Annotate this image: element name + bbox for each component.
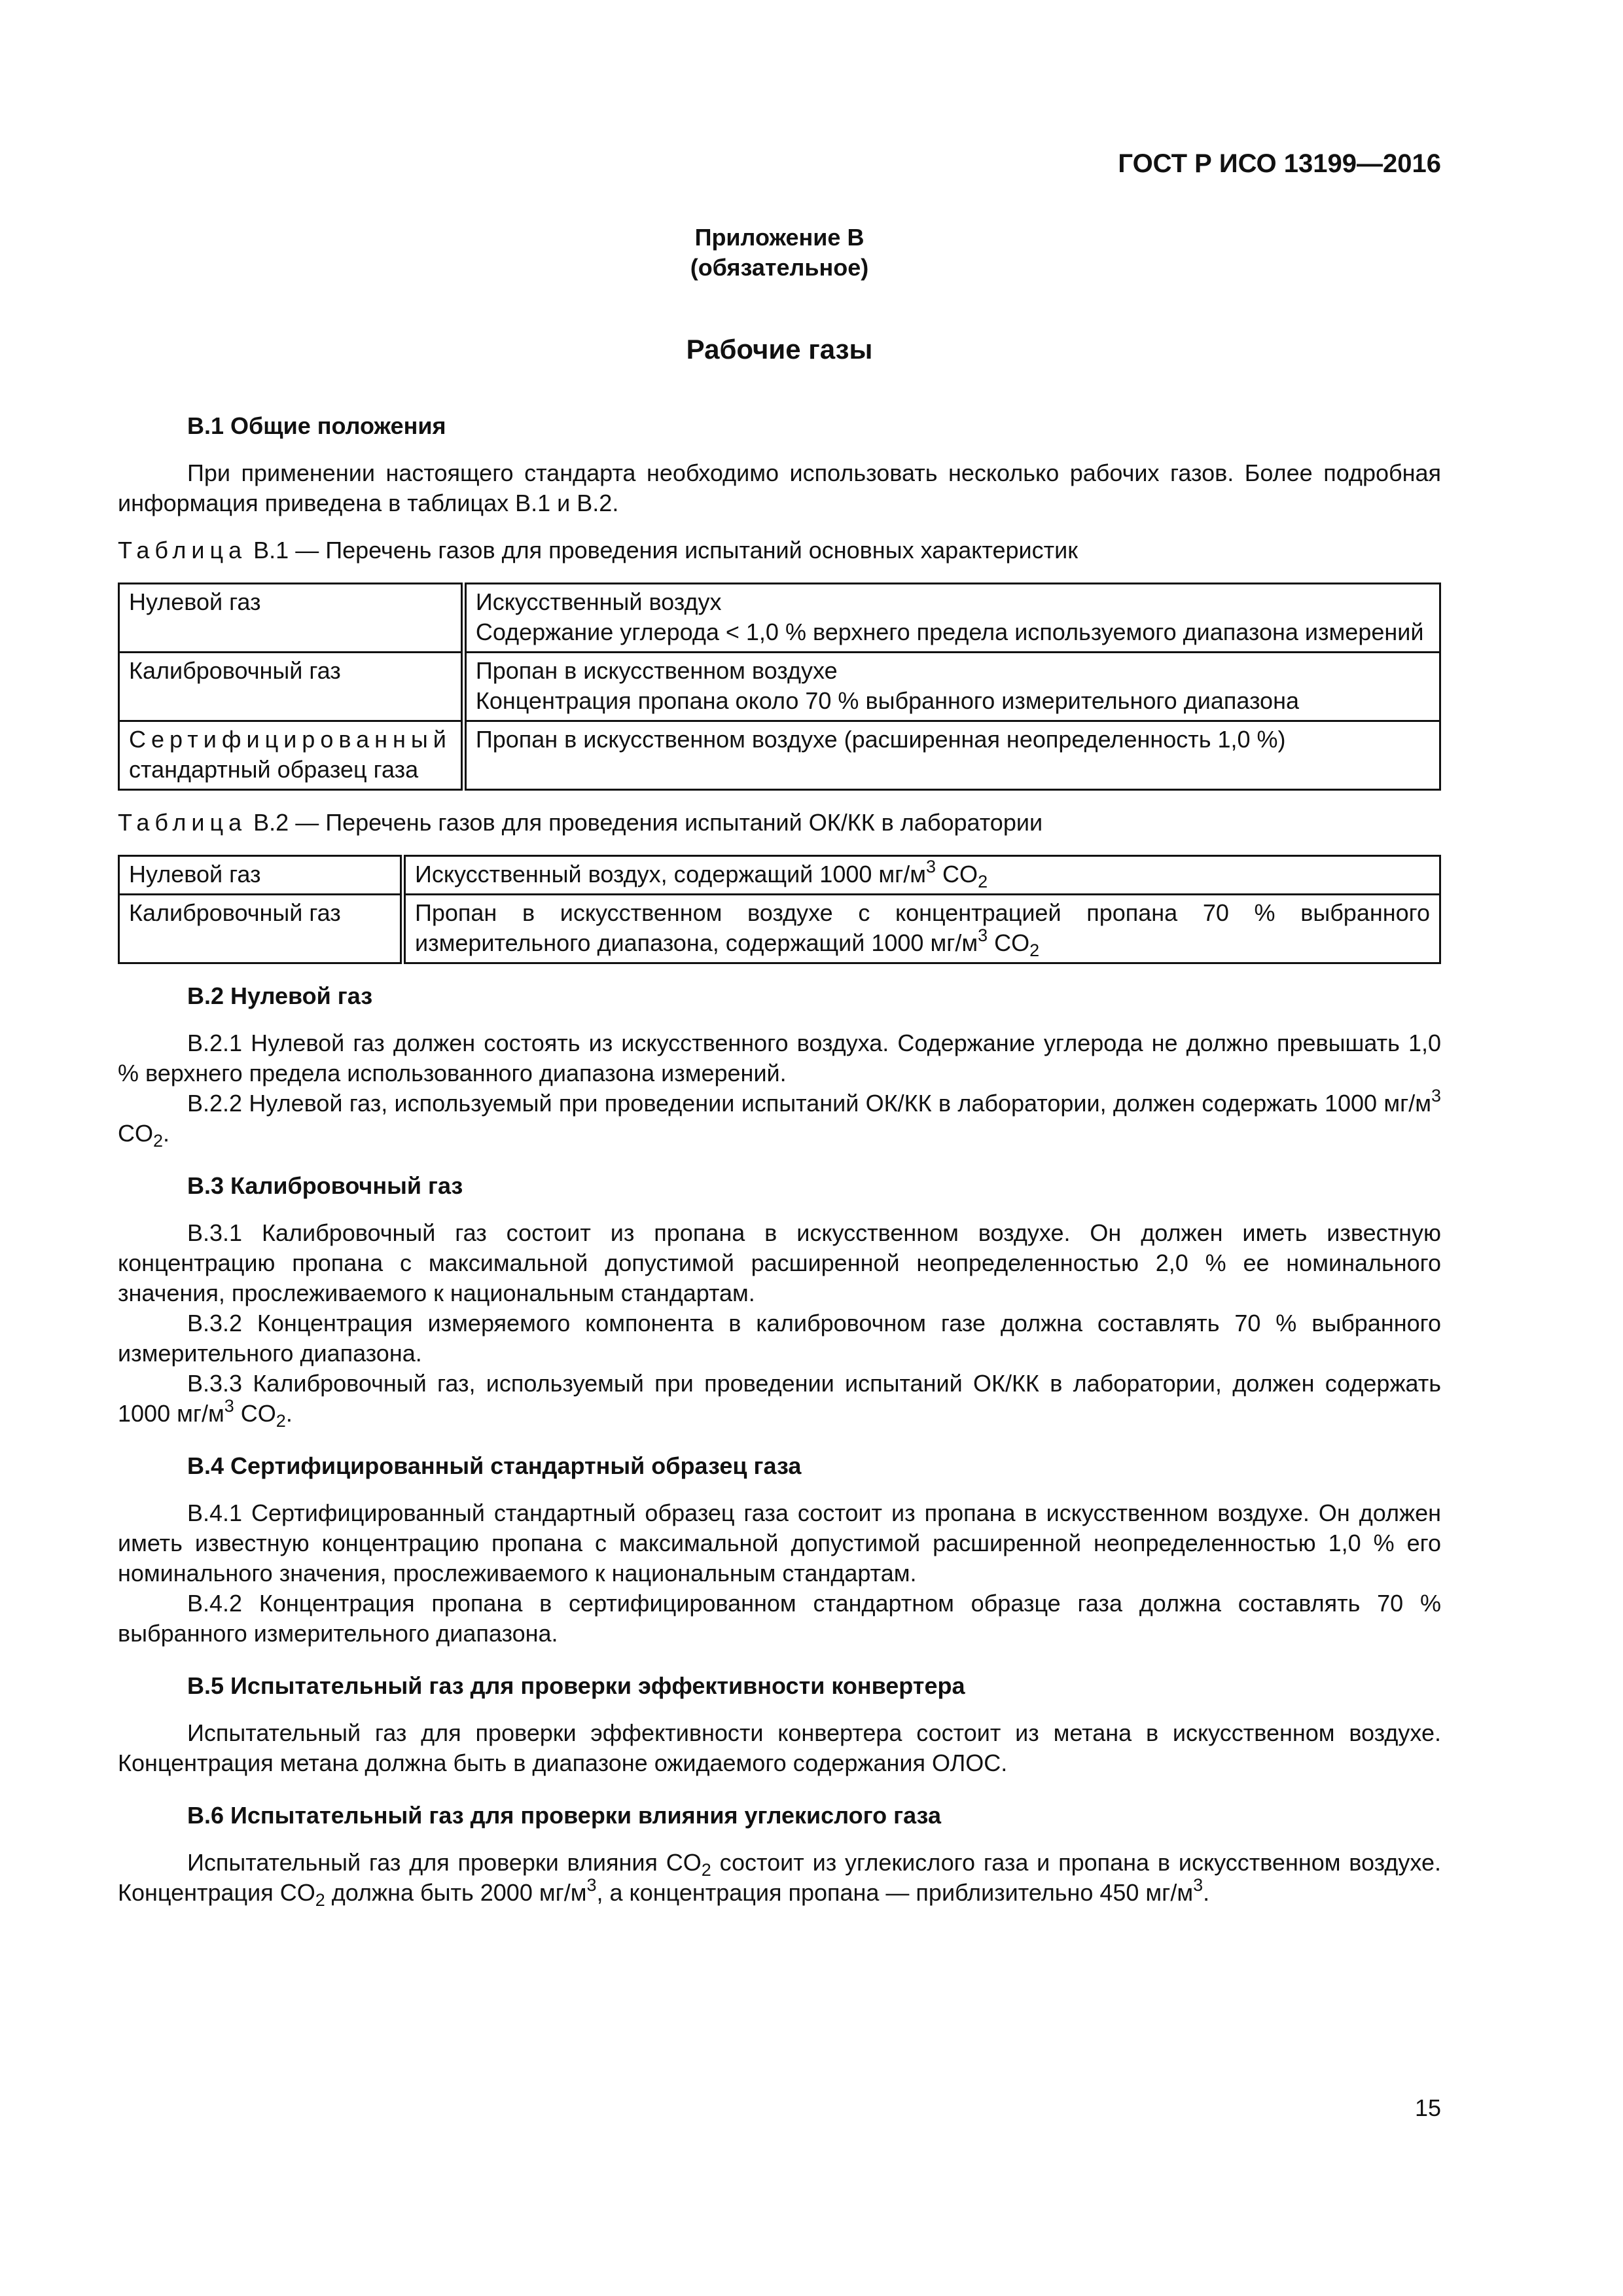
cell-line: Пропан в искусственном воздухе [475, 657, 838, 684]
cell-text: CO [936, 861, 978, 888]
table-row [119, 721, 1440, 790]
cell-text: CO [988, 929, 1030, 956]
superscript: 3 [1431, 1086, 1441, 1106]
superscript: 3 [926, 857, 936, 877]
annex-label [118, 223, 1441, 283]
table-cell-description [403, 856, 1440, 895]
paragraph-b3-2: В.3.2 Концентрация измеряемого компонента в калибровочном газе должна составлять 70 % выбранного измерительного диапазона. [118, 1310, 1441, 1367]
paragraph-b1: При применении настоящего стандарта необходимо использовать несколько рабочих газов. Более подробная информация приведена в таблицах В.1 и В.2. [118, 459, 1441, 516]
table-cell-description [463, 653, 1440, 721]
paragraph-b2-2 [118, 1088, 1441, 1149]
table2-caption-text: В.2 — Перечень газов для проведения испытаний ОК/КК в лаборатории [247, 809, 1043, 836]
paragraph-text: CO [118, 1120, 153, 1147]
table2-caption-prefix: Таблица [118, 809, 247, 836]
section-heading-b1: В.1 Общие положения [187, 412, 446, 439]
paragraph-text: . [163, 1120, 170, 1147]
subscript: 2 [701, 1860, 711, 1880]
document-body [118, 411, 1441, 1908]
table-row [119, 653, 1440, 721]
paragraph-text: должна быть 2000 мг/м [325, 1879, 587, 1906]
table1-caption-text: В.1 — Перечень газов для проведения испытаний основных характеристик [247, 537, 1078, 564]
paragraph-b5-1: Испытательный газ для проверки эффективности конвертера состоит из метана в искусственном воздухе. Концентрация метана должна быть в диапазоне ожидаемого содержания ОЛОС. [118, 1719, 1441, 1776]
paragraph-text: CO [234, 1400, 276, 1427]
table-cell-description [463, 584, 1440, 653]
page-title: Рабочие газы [686, 334, 873, 365]
superscript: 3 [586, 1875, 597, 1895]
paragraph-text: В.2.2 Нулевой газ, используемый при проведении испытаний ОК/КК в лаборатории, должен содержать 1000 мг/м [187, 1090, 1431, 1117]
annex-title: Приложение В [694, 224, 865, 251]
cell-line: Сертифицированный [129, 726, 452, 753]
paragraph-b2-1: В.2.1 Нулевой газ должен состоять из искусственного воздуха. Содержание углерода не должно превышать 1,0 % верхнего предела использованного диапазона измерений. [118, 1030, 1441, 1086]
section-heading-b3: В.3 Калибровочный газ [187, 1172, 463, 1199]
subscript: 2 [153, 1131, 164, 1151]
subscript: 2 [276, 1411, 286, 1431]
table-b2 [118, 855, 1441, 964]
paragraph-b4-1: В.4.1 Сертифицированный стандартный образец газа состоит из пропана в искусственном воздухе. Он должен иметь известную концентрацию пропана с максимальной допустимой расширенной неопределенностью 1,0 % его номинального значения, прослеживаемого к национальным стандартам. [118, 1499, 1441, 1587]
cell-line: Пропан в искусственном воздухе (расширенная неопределенность 1,0 %) [475, 726, 1286, 753]
table-row [119, 895, 1440, 963]
table-row [119, 584, 1440, 653]
section-heading-b5: В.5 Испытательный газ для проверки эффективности конвертера [187, 1672, 965, 1699]
section-heading-b2: В.2 Нулевой газ [187, 982, 373, 1009]
cell-line: Искусственный воздух [475, 588, 722, 615]
table-cell-gas: Калибровочный газ [119, 895, 403, 963]
cell-text: Искусственный воздух, содержащий 1000 мг/м [415, 861, 927, 888]
cell-line: стандартный образец газа [129, 756, 419, 783]
paragraph-text: Испытательный газ для проверки влияния CO [187, 1849, 702, 1876]
cell-line: Содержание углерода < 1,0 % верхнего предела используемого диапазона измерений [475, 619, 1424, 645]
section-heading-b6: В.6 Испытательный газ для проверки влияния углекислого газа [187, 1802, 941, 1829]
table-cell-gas: Калибровочный газ [119, 653, 464, 721]
paragraph-b4-2: В.4.2 Концентрация пропана в сертифицированном стандартном образце газа должна составлять 70 % выбранного измерительного диапазона. [118, 1590, 1441, 1647]
paragraph-text: . [1203, 1879, 1210, 1906]
table-cell-gas [119, 721, 464, 790]
superscript: 3 [224, 1396, 234, 1416]
paragraph-b3-3 [118, 1369, 1441, 1429]
paragraph-text: В.3.3 Калибровочный газ, используемый при проведении испытаний ОК/КК в лаборатории, должен содержать 1000 мг/м [118, 1370, 1441, 1427]
paragraph-b3-1: В.3.1 Калибровочный газ состоит из пропана в искусственном воздухе. Он должен иметь известную концентрацию пропана с максимальной допустимой расширенной неопределенностью 2,0 % ее номинального значения, прослеживаемого к национальным стандартам. [118, 1219, 1441, 1306]
table1-caption-prefix: Таблица [118, 537, 247, 564]
subscript: 2 [1029, 941, 1040, 961]
cell-line: Концентрация пропана около 70 % выбранного измерительного диапазона [475, 687, 1299, 714]
table2-caption [118, 808, 1441, 838]
superscript: 3 [1193, 1875, 1204, 1895]
paragraph-b6-1 [118, 1848, 1441, 1908]
section-heading-b4: В.4 Сертифицированный стандартный образец газа [187, 1452, 802, 1479]
page-number: 15 [1414, 2094, 1441, 2121]
cell-text: Пропан в искусственном воздухе с концентрацией пропана 70 % выбранного измерительного диапазона, содержащий 1000 мг/м [415, 899, 1430, 956]
table-row [119, 856, 1440, 895]
paragraph-text: , а концентрация пропана — приблизительно 450 мг/м [596, 1879, 1194, 1906]
standard-designation: ГОСТ Р ИСО 13199—2016 [1118, 149, 1441, 178]
table-cell-gas: Нулевой газ [119, 856, 403, 895]
superscript: 3 [978, 925, 988, 946]
table1-caption [118, 535, 1441, 565]
subscript: 2 [315, 1890, 325, 1910]
subscript: 2 [978, 872, 988, 892]
table-cell-description [463, 721, 1440, 790]
table-cell-description [403, 895, 1440, 963]
annex-status: (обязательное) [690, 254, 869, 281]
paragraph-text: . [285, 1400, 293, 1427]
paragraph-text: состоит из углекислого газа и пропана в искусственном воздухе. Концентрация CO [118, 1849, 1441, 1906]
table-cell-gas: Нулевой газ [119, 584, 464, 653]
table-b1 [118, 583, 1441, 791]
